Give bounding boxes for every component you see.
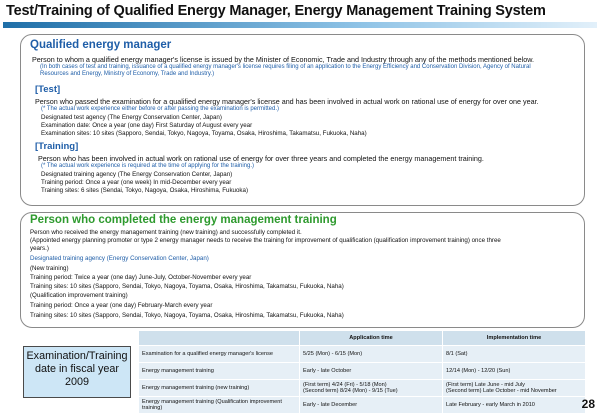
table-cell-item: Energy management training (Qualification improvement training): [139, 397, 300, 414]
qualified-intro: Person to whom a qualified energy manager's license is issued by the Minister of Economic, Trade and Industry through any of the methods mentioned below.: [32, 55, 534, 64]
training-note: (* The actual work experience is required at the time of applying for the training.): [41, 163, 254, 169]
application-text: Early - late October: [303, 368, 352, 374]
qualified-heading: Qualified energy manager: [30, 39, 172, 51]
new-training-sites: Training sites: 10 sites (Sapporo, Sendai, Tokyo, Nagoya, Toyama, Osaka, Hiroshima, Takamatsu, Fukuoka, Naha): [30, 283, 344, 290]
training-agency: Designated training agency (The Energy Conservation Center, Japan): [41, 171, 233, 178]
table-row: [139, 397, 586, 414]
table-cell-item: Energy management training (new training): [139, 380, 300, 397]
training-description: Person who has been involved in actual work on rational use of energy for over three years and completed the energy management training.: [38, 154, 484, 163]
completed-line2: (Appointed energy planning promoter or type 2 energy manager needs to receive the training for improvement of qualification (qualification improvement training) once three: [30, 237, 501, 244]
fiscal-year-label: Examination/Training date in fiscal year 2009: [23, 346, 131, 398]
application-text: Early - late December: [303, 402, 358, 408]
qi-training-label: (Qualification improvement training): [30, 292, 128, 299]
implementation-first-term: (First term) Late June - mid July: [446, 382, 525, 388]
title-underline: [3, 22, 597, 28]
qualified-note-line2: Resources and Energy, Ministry of Economy, Trade and Industry.): [40, 71, 215, 77]
table-header-application: Application time: [300, 331, 443, 346]
table-cell-application: [300, 397, 443, 414]
test-sites: Examination sites: 10 sites (Sapporo, Sendai, Tokyo, Nagoya, Toyama, Osaka, Hiroshima, Takamatsu, Fukuoka, Naha): [41, 130, 367, 137]
table-row: [139, 346, 586, 363]
application-second-term: (Second term) 8/24 (Mon) - 9/15 (Tue): [303, 388, 398, 394]
table-cell-implementation: [443, 363, 586, 380]
table-cell-item: Examination for a qualified energy manager's license: [139, 346, 300, 363]
table-header-item: [139, 331, 300, 346]
table-cell-implementation: [443, 380, 586, 397]
completed-agency: Designated training agency (Energy Conservation Center, Japan): [30, 255, 209, 262]
implementation-text: 8/1 (Sat): [446, 351, 468, 357]
page-number: 28: [581, 397, 595, 411]
qi-training-sites: Training sites: 10 sites (Sapporo, Sendai, Tokyo, Nagoya, Toyama, Osaka, Hiroshima, Takamatsu, Fukuoka, Naha): [30, 312, 344, 319]
table-cell-implementation: [443, 397, 586, 414]
table-cell-application: [300, 363, 443, 380]
test-description: Person who passed the examination for a qualified energy manager's license and has been involved in actual work on rational use of energy for over one year.: [35, 97, 539, 106]
qi-training-period: Training period: Once a year (one day) February-March every year: [30, 302, 213, 309]
test-date: Examination date: Once a year (one day) First Saturday of August every year: [41, 122, 253, 129]
training-label: [Training]: [35, 141, 79, 152]
table-cell-implementation: [443, 346, 586, 363]
completed-line3: years.): [30, 245, 49, 252]
page-title: Test/Training of Qualified Energy Manager, Energy Management Training System: [6, 3, 546, 19]
table-cell-item: Energy management training: [139, 363, 300, 380]
test-agency: Designated test agency (The Energy Conservation Center, Japan): [41, 114, 222, 121]
new-training-label: (New training): [30, 265, 69, 272]
table-header-row: [139, 331, 586, 346]
completed-line1: Person who received the energy management training (new training) and successfully completed it.: [30, 229, 302, 236]
test-label: [Test]: [35, 84, 61, 95]
training-period: Training period: Once a year (one week) In mid-December every year: [41, 179, 232, 186]
implementation-text: Late February - early March in 2010: [446, 402, 535, 408]
training-sites: Training sites: 6 sites (Sendai, Tokyo, Nagoya, Osaka, Hiroshima, Fukuoka): [41, 187, 249, 194]
table-cell-application: [300, 380, 443, 397]
application-first-term: (First term) 4/24 (Fri) - 5/18 (Mon): [303, 382, 387, 388]
completed-heading: Person who completed the energy management training: [30, 214, 337, 226]
schedule-table: [138, 330, 586, 414]
application-text: 5/25 (Mon) - 6/15 (Mon): [303, 351, 363, 357]
table-cell-application: [300, 346, 443, 363]
table-header-implementation: Implementation time: [443, 331, 586, 346]
new-training-period: Training period: Twice a year (one day) June-July, October-November every year: [30, 274, 252, 281]
implementation-second-term: (Second term) Late October - mid November: [446, 388, 557, 394]
table-row: [139, 363, 586, 380]
test-note: (* The actual work experience either before or after passing the examination is permitted.): [41, 106, 280, 112]
implementation-text: 12/14 (Mon) - 12/20 (Sun): [446, 368, 511, 374]
qualified-note-line1: (In both cases of test and training, issuance of a qualified energy manager's license requires filing of an application to the Energy Efficiency and Conservation Division, Agency of Natural: [40, 64, 531, 70]
table-row: [139, 380, 586, 397]
